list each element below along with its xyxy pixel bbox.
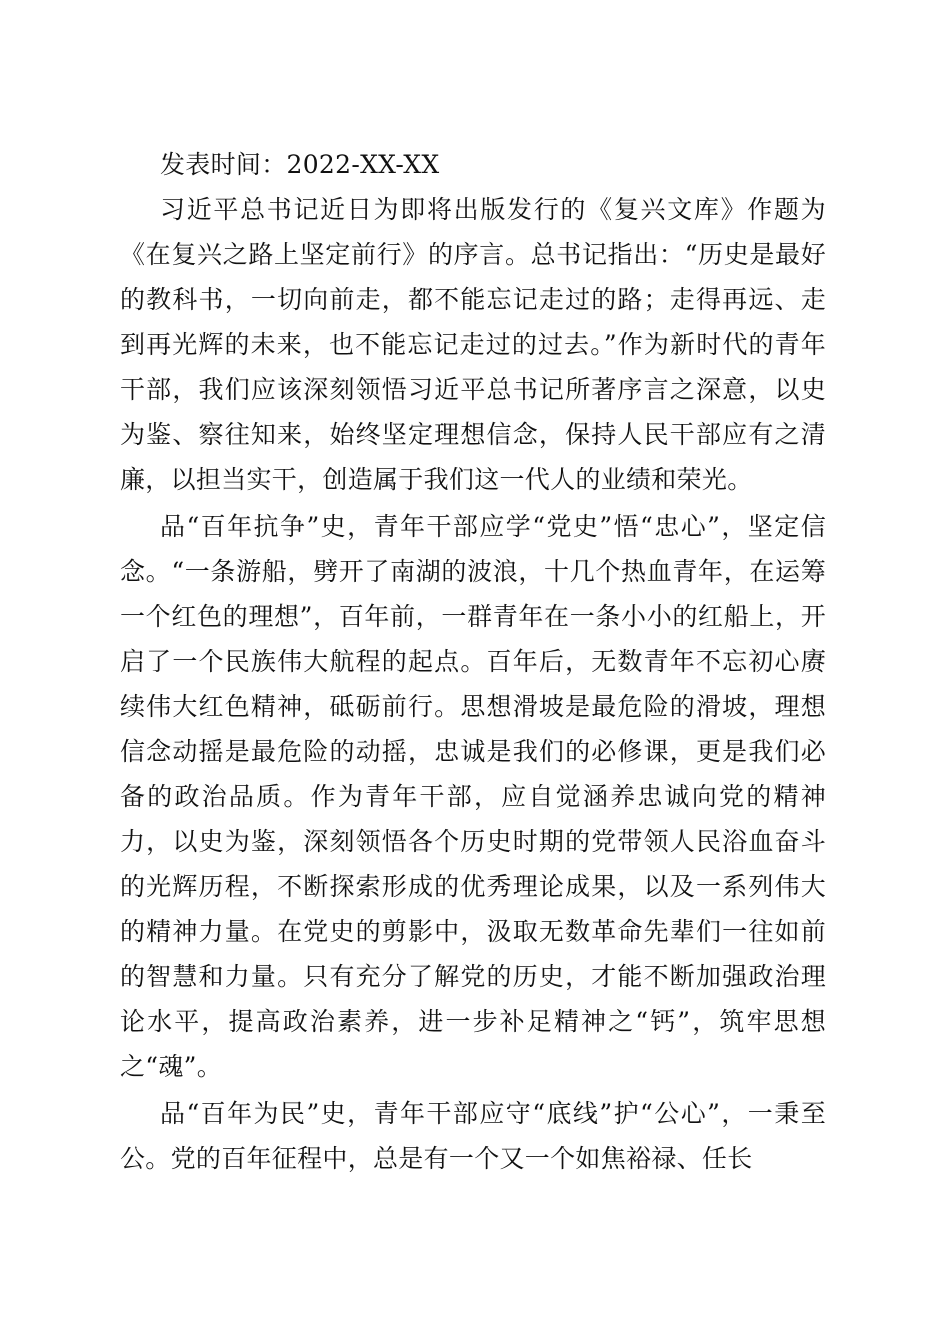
publish-date-value: 2022-XX-XX <box>286 150 440 179</box>
paragraph-intro: 习近平总书记近日为即将出版发行的《复兴文库》作题为《在复兴之路上坚定前行》的序言。总书记指出：“历史是最好的教科书，一切向前走，都不能忘记走过的路；走得再远、走到再光辉的未来，也不能忘记走过的过去。”作为新时代的青年干部，我们应该深刻领悟习近平总书记所著序言之深意，以史为鉴、察往知来，始终坚定理想信念，保持人民干部应有之清廉，以担当实干，创造属于我们这一代人的业绩和荣光。 <box>120 195 826 494</box>
publish-date-line <box>120 142 826 187</box>
publish-date-label: 发表时间： <box>160 150 287 179</box>
paragraph-serve-people-history: 品“百年为民”史，青年干部应守“底线”护“公心”，一秉至公。党的百年征程中，总是有一个又一个如焦裕禄、任长 <box>120 1099 826 1173</box>
document-body <box>120 142 826 1183</box>
paragraph-struggle-history: 品“百年抗争”史，青年干部应学“党史”悟“忠心”，坚定信念。“一条游船，劈开了南湖的波浪，十几个热血青年，在运筹一个红色的理想”，百年前，一群青年在一条小小的红船上，开启了一个民族伟大航程的起点。百年后，无数青年不忘初心赓续伟大红色精神，砥砺前行。思想滑坡是最危险的滑坡，理想信念动摇是最危险的动摇，忠诚是我们的必修课，更是我们必备的政治品质。作为青年干部，应自觉涵养忠诚向党的精神力，以史为鉴，深刻领悟各个历史时期的党带领人民浴血奋斗的光辉历程，不断探索形成的优秀理论成果，以及一系列伟大的精神力量。在党史的剪影中，汲取无数革命先辈们一往如前的智慧和力量。只有充分了解党的历史，才能不断加强政治理论水平，提高政治素养，进一步补足精神之“钙”，筑牢思想之“魂”。 <box>120 512 826 1081</box>
